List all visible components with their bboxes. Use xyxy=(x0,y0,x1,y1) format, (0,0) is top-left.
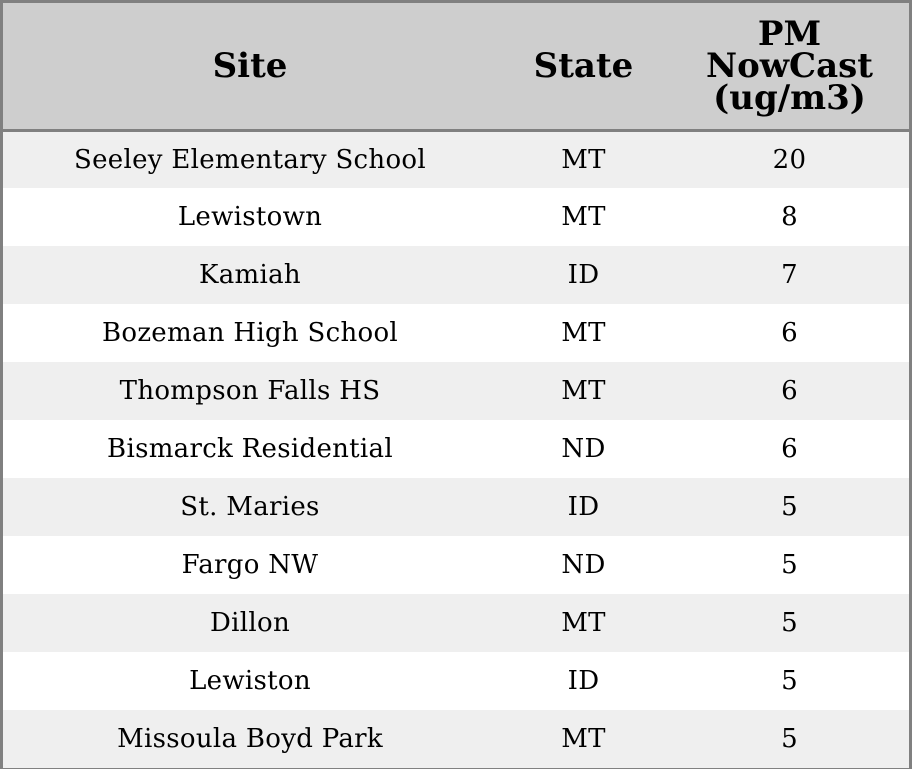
table-row xyxy=(3,362,909,420)
state-cell: ND xyxy=(561,434,606,464)
table-row xyxy=(3,652,909,710)
column-header-state: State xyxy=(497,3,670,130)
site-cell: Kamiah xyxy=(199,260,301,290)
state-cell: MT xyxy=(561,318,606,348)
pm-value-cell: 8 xyxy=(781,202,798,232)
state-cell: ND xyxy=(561,550,606,580)
column-header-pm-line-2: NowCast xyxy=(706,45,873,86)
site-cell: Bozeman High School xyxy=(101,318,399,348)
site-cell: St. Maries xyxy=(180,492,320,522)
state-cell: ID xyxy=(567,666,600,696)
site-cell: Bismarck Residential xyxy=(107,434,393,464)
site-cell: Seeley Elementary School xyxy=(74,144,426,175)
pm-value-cell: 5 xyxy=(781,724,798,754)
column-header-pm-line-1: PM xyxy=(757,13,822,54)
state-cell: MT xyxy=(561,608,606,638)
state-cell: MT xyxy=(561,724,606,754)
table-header xyxy=(3,3,909,130)
pm-value-cell: 5 xyxy=(781,550,798,580)
state-cell: MT xyxy=(561,376,606,406)
pm-value-cell: 5 xyxy=(781,608,798,638)
pm-nowcast-table xyxy=(3,3,909,768)
table-row xyxy=(3,478,909,536)
table-row xyxy=(3,536,909,594)
state-cell: MT xyxy=(561,144,606,175)
site-cell: Missoula Boyd Park xyxy=(117,724,383,754)
column-header-site: Site xyxy=(3,3,497,130)
table-row xyxy=(3,594,909,652)
site-cell: Lewistown xyxy=(177,202,323,232)
table-row xyxy=(3,420,909,478)
pm-value-cell: 6 xyxy=(781,318,798,348)
site-cell: Dillon xyxy=(210,608,290,638)
site-cell: Fargo NW xyxy=(181,550,319,580)
state-cell: ID xyxy=(567,260,600,290)
pm-value-cell: 7 xyxy=(781,260,798,290)
pm-value-cell: 5 xyxy=(781,492,798,522)
state-cell: ID xyxy=(567,492,600,522)
state-cell: MT xyxy=(561,202,606,232)
table-body xyxy=(3,130,909,768)
pm-value-cell: 6 xyxy=(781,434,798,464)
column-header-pm-nowcast xyxy=(670,3,909,130)
site-cell: Lewiston xyxy=(189,666,311,696)
table-row xyxy=(3,130,909,188)
table-row xyxy=(3,188,909,246)
header-row xyxy=(3,3,909,130)
pm-value-cell: 20 xyxy=(772,144,807,175)
pm-value-cell: 5 xyxy=(781,666,798,696)
pm-value-cell: 6 xyxy=(781,376,798,406)
table-row xyxy=(3,304,909,362)
table-row xyxy=(3,710,909,768)
column-header-pm-line-3: (ug/m3) xyxy=(713,77,866,118)
site-cell: Thompson Falls HS xyxy=(119,376,381,406)
table-row xyxy=(3,246,909,304)
